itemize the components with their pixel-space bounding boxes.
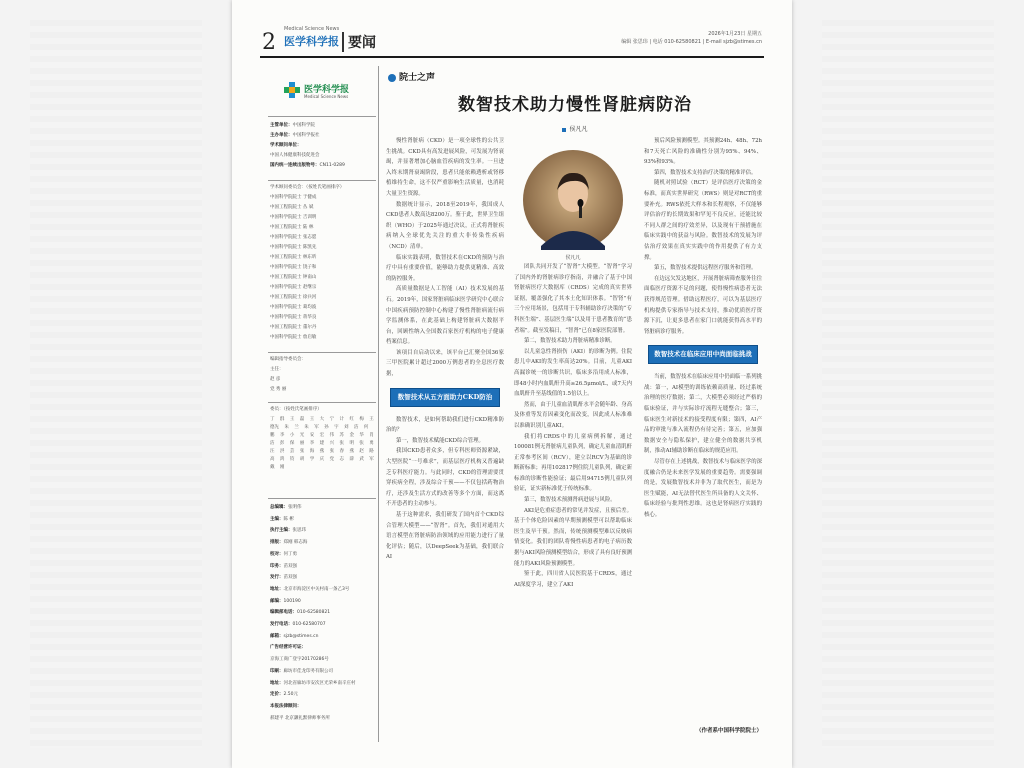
paragraph: 我国CKD患者众多，但专科医师资源紧缺，大型医院“一号难求”，而基层医疗机构又普遍缺乏专科医疗能力。与此同时，CKD的管理需要贯穿疾病全程，涉及综合干预——不仅包括药物治疗，还涉及生活方式的改善等多个方面，而这离不开患者的主动参与。: [386, 448, 504, 508]
advisor-name: 中国工程院院士 徐兵河: [270, 295, 317, 300]
paragraph: 第五，数智技术提供远程医疗服务和管理。: [654, 265, 757, 272]
editorial-line: 党 秀 丽: [270, 387, 287, 392]
info-value: 苗双强: [283, 563, 297, 569]
paragraph: 高质量数据是人工智能（AI）技术发展的基石。2019年，国家肾脏病临床医学研究中心联合中国疾病预防控制中心构建了慢性肾脏病流行病学监测体系，在此基础上构建肾脏病大数据平台，回顾性纳入全国数百家医疗机构的电子健康档案信息。: [386, 286, 504, 346]
info-label: 执行主编：: [270, 528, 293, 534]
page-number: 2: [262, 30, 276, 55]
logo-text: 医学科学报: [304, 85, 350, 95]
paragraph: 第三，数智技术预测肾病进展与风险。: [524, 497, 616, 504]
paragraph: 团队共同开发了“智肾”大模型。“智肾”学习了国内外的肾脏病诊疗指南，并融合了基于中国肾脏病医疗大数据库（CRDS）完成的真实世界证据，覆盖强化了其本土化知识体系。“智肾”有三个应用场景，包括用于专科辅助诊疗决策的“专科医生端”、基层医生端“以及用于患者教育的“患者端”。截至发稿日，“智肾”已在8家医院部署。: [514, 264, 632, 334]
info-label: 总编辑：: [270, 505, 288, 510]
left-background: [0, 0, 232, 768]
info-value: 中国人体健康科技促进会: [270, 153, 320, 158]
masthead-english: Medical Science News: [284, 26, 340, 32]
photo-caption: 侯凡凡: [565, 255, 581, 261]
info-line: [270, 162, 345, 168]
info-value: 郑刚 韩志海: [283, 540, 308, 546]
info-value: CN11-0289: [319, 163, 345, 168]
paragraph: 然而，由于儿童血清肌酐水平会随年龄、身高及体重等发育因素变化而改变，因此成人标准难以准确识别儿童AKI。: [514, 401, 632, 429]
info-line: [270, 644, 306, 650]
info-label: 邮箱：: [270, 633, 284, 639]
bullet-icon: [388, 74, 396, 82]
divider: [268, 180, 376, 181]
info-value: 中国科学报社: [292, 133, 320, 138]
text-column-3: [644, 136, 762, 736]
advisor-name: 中国工程院院士 丛 斌: [270, 205, 314, 210]
right-background: [792, 0, 1024, 768]
info-line: [270, 703, 302, 709]
paragraph: 以儿童急性肾损伤（AKI）的诊断为例。住院患儿中AKI的发生率高达20%。目前，儿童AKI高漏诊统一的诊断共识，临床多沿用成人标准，即48小时内血肌酐升高≥26.5μmol/L，或7天内血肌酐升至基线值的1.5倍以上。: [514, 348, 632, 398]
info-line: [270, 563, 297, 569]
info-line: [270, 680, 356, 686]
info-line: [270, 715, 330, 721]
info-value: 郝建平 北京灏礼默律师事务所: [270, 715, 330, 721]
info-label: 发行：: [270, 575, 284, 581]
column-2-paragraphs: [514, 262, 632, 590]
byline-marker-icon: [562, 128, 566, 132]
paragraph: AKI是危重症患者的常见并发症，且预后差。基于个体危险因素的早期预测模型可以帮助临床医生及早干预。然而，传统预测模型难以反映病情变化。我们的团队将慢性病患者的电子病历数据与AKI风险预测模型结合，形成了具有良好预测能力的AKI风险预测模型。: [514, 507, 632, 567]
article: [382, 66, 768, 742]
editorial-heading: 编辑指导委员会：: [270, 357, 306, 362]
page-header: [232, 0, 792, 60]
info-line: [270, 152, 320, 158]
paragraph: 慢性肾脏病（CKD）是一项全球性的公共卫生挑战。CKD具有高发进展风险，可发展为肾衰竭，并显著增加心脑血管疾病的发生率。一旦进入终末期肾衰竭阶段，患者只能依赖透析或肾移植维持生命，这不仅严重影响生活质量，也消耗大量卫生资源。: [386, 138, 504, 197]
column-tag: [388, 70, 435, 83]
advisor-name: 中国科学院院士 詹启敏: [270, 335, 317, 340]
advisors-heading: 学术顾问委员会：（按姓氏笔画排序）: [270, 185, 345, 190]
info-value: 中国科学院: [292, 123, 315, 128]
paragraph: 数智技术，是如何帮助我们进行CKD精准防治的？: [386, 416, 504, 434]
issue-date: 2026年1月23日 星期五: [708, 31, 762, 37]
info-line: [270, 504, 302, 510]
paragraph: 预后风险预测模型。其预测24h、48h、72h和7天死亡风险的准确性分别为95%、94%、93%和93%。: [644, 138, 762, 166]
info-label: 本报法律顾问：: [270, 703, 302, 709]
info-label: 排版：: [270, 540, 284, 546]
advisor-name: 中国科学院院士 陈凯先: [270, 245, 317, 250]
paragraph: 基于这种需求，我们研发了国内首个CKD综合管理大模型——“智肾”。首先，我们对通用大语言模型在肾脏病防治领域的应用能力进行了量化评估；随后，以DeepSeek为基础，我们联合AI: [386, 512, 504, 561]
info-line: [270, 609, 330, 615]
info-value: 陈 彬: [283, 516, 294, 522]
info-line: [270, 142, 302, 148]
paragraph: 该项目自启动以来，该平台已汇聚全国36家三甲医院累计超过2000万例患者的全息医疗数据，: [386, 349, 504, 378]
info-value: 张明伟: [288, 505, 302, 510]
paragraph: 数据统计显示，2018至2019年，我国成人CKD患者人数高达8200万。鉴于此，世界卫生组织（WHO）于2025年通过决议，正式将肾脏疾病纳入全球优先关注的重大非传染性疾病（NCD）清单。: [386, 201, 504, 250]
info-value: 何丁勇: [283, 551, 297, 557]
info-label: 国内统一连续出版物号：: [270, 163, 320, 168]
paragraph: 第一，数智技术赋能CKD综合管理。: [396, 437, 484, 444]
divider: [268, 498, 376, 499]
info-label: 印刷：: [270, 668, 284, 674]
byline: [382, 124, 768, 133]
info-line: [270, 656, 329, 662]
info-value: 010-62580707: [292, 622, 326, 627]
info-label: 主编：: [270, 516, 284, 522]
info-line: [270, 668, 333, 674]
column-3-paragraphs: [644, 136, 762, 337]
text-column-1: [386, 136, 504, 736]
info-value: 苗双强: [283, 575, 297, 581]
info-label: 印务：: [270, 563, 284, 569]
info-label: 发行电话：: [270, 622, 293, 627]
info-line: [270, 691, 298, 697]
advisor-name: 中国工程院院士 林东昕: [270, 255, 317, 260]
header-separator: [342, 32, 344, 52]
info-label: 主办单位：: [270, 133, 293, 138]
paragraph: 我们将CRDS中的儿童病例拆解，通过100081例无肾脏病儿童队列，确定儿童血清肌酐正常参考区间（RCV），建立以RCV为基础的诊断新标准；再用102817例住院儿童队列，确定新标准的诊断性能验证；最后用94715例儿童队列验证，证实新标准优于传统标准。: [514, 433, 632, 493]
info-value: 张思玮: [292, 528, 306, 534]
editorial-line: 赵 彦: [270, 377, 281, 382]
info-line: [270, 539, 307, 545]
text-column-2: [514, 262, 632, 736]
info-label: 学术顾问单位：: [270, 143, 302, 148]
column-tag-label: 院士之声: [399, 73, 436, 83]
info-value: 北京市海淀区中关村南一条乙3号: [283, 586, 350, 592]
author-photo: [521, 146, 625, 254]
logo-english: Medical Science News: [304, 94, 349, 99]
paragraph: 随机对照试验（RCT）是评估医疗决策的金标准，而真实世界研究（RWS）则是对RCT的重要补充。RWS依托大样本和长程观察，不仅能够评估治疗的长期效果和罕见不良反应，还能比较不同人群之间的疗效差异，以及现有干预措施在临床实践中的获益与风险。数智技术的发展为评估治疗效果在真实实践中的作用提供了有力支撑。: [644, 180, 762, 261]
info-line: [270, 551, 297, 557]
info-value: 河北省廊坊市安次区光荣乡南辛庄村: [283, 680, 356, 686]
paragraph: 临床实践表明，数智技术在CKD的预防与治疗中具有重要价值，能够助力提供更精准、高效的防控服务。: [386, 254, 504, 282]
divider: [268, 402, 376, 403]
info-line: [270, 586, 349, 592]
info-label: 邮编：: [270, 598, 284, 604]
info-label: 定价：: [270, 692, 284, 698]
info-value: 100190: [283, 598, 301, 604]
info-value: 京海工商广登字20170286号: [270, 657, 329, 663]
info-value: 2.50元: [283, 692, 299, 698]
advisor-name: 中国工程院院士 钟南山: [270, 275, 317, 280]
paragraph: 在边远欠发达地区，开展肾脏病筛查服务往往面临医疗资源不足的问题，使得慢性病患者无法获得规范管理。借助远程医疗，可以为基层医疗机构提供专家指导与技术支持，推动优质医疗资源下沉，让更多患者在家门口就能获得高水平的肾脏病诊疗服务。: [644, 275, 762, 335]
header-rule: [260, 56, 764, 58]
paragraph: 鉴于此，四川省人民医院基于CRDS，通过AI深度学习，建立了AKI: [514, 571, 632, 588]
column-1-paragraphs: [386, 136, 504, 380]
info-line: [270, 527, 306, 533]
info-line: [270, 516, 294, 522]
info-value: sjzb@stimes.cn: [283, 633, 319, 639]
info-line: [270, 621, 326, 627]
info-label: 地址：: [270, 680, 284, 686]
advisor-name: 中国科学院院士 赵继宗: [270, 285, 317, 290]
paragraph: 当前，数智技术在临床应用中仍面临一系列挑战：第一，AI模型的训练依赖高质量、经过系统治理的医疗数据；第二，大模型必须经过严格的临床验证，并与实际诊疗流程无缝整合；第三，临床医生对新技术的接受程度有限；第四，AI产品的审批与准入流程仍有待完善；第五，应加强数据安全与隐私保护，建立健全的数据共享机制，推动AI辅助诊断在临床的规范应用。: [644, 374, 762, 455]
member-names: 丁 群 王 磊 王 大 宁 计 红 梅 王德先 朱 兰 朱 军 孙 宇 刘 洁 何 鹏 李 小 光 安 宏 伟 苏 金 华 肖 洁 彭 保 丽 李 建 兴 张 明 张 勇 汪 洪 芸 张 海 燕 张 春 燕 赵 路 高 鸿 钧 胡 学 庆 党 志 薛 武 军 戴 刚: [270, 417, 374, 470]
advisor-name: 中国工程院院士 董尔丹: [270, 325, 317, 330]
advisor-name: 中国科学院院士 张志愿: [270, 235, 317, 240]
editorial-line: 主任：: [270, 367, 284, 372]
info-line: [270, 633, 318, 639]
subhead-challenges: 数智技术在临床应用中尚面临挑战: [648, 345, 758, 364]
editor-info: 编辑 张思玮 | 电话 010-62580821 | E-mail sjzb@stimes.cn: [621, 39, 762, 45]
divider: [268, 116, 376, 117]
paragraph: 第四，数智技术支持治疗决策的精准评估。: [654, 169, 757, 176]
section-name: 要闻: [348, 35, 376, 51]
advisor-name: 中国科学院院士 蒋华良: [270, 315, 317, 320]
advisor-name: 中国工程院院士 陆 林: [270, 225, 314, 230]
advisor-name: 中国科学院院士 吉训明: [270, 215, 317, 220]
author-note: （作者系中国科学院院士）: [695, 728, 762, 734]
info-value: 010-62580821: [297, 610, 331, 616]
paper-logo: [284, 78, 364, 106]
subhead-five-aspects: 数智技术从五方面助力CKD防治: [390, 388, 500, 407]
info-column: [268, 66, 379, 742]
info-label: 广告经营许可证：: [270, 645, 306, 651]
members-heading: 委员：（按姓氏笔画排序）: [270, 407, 322, 412]
info-line: [270, 598, 301, 604]
newspaper-page: [232, 0, 792, 768]
info-line: [270, 574, 297, 580]
advisor-name: 中国科学院院士 于健成: [270, 195, 317, 200]
info-label: 主管单位：: [270, 123, 293, 128]
column-3b-paragraphs: [644, 372, 762, 520]
article-title: 数智技术助力慢性肾脏病防治: [458, 95, 692, 115]
info-label: 编辑部电话：: [270, 610, 297, 616]
divider: [268, 352, 376, 353]
paragraph: 尽管存在上述挑战，数智技术与临床医学的深度融合仍是未来医学发展的重要趋势。需要强调的是，发展数智技术并非为了取代医生，而是为医生赋能，AI无法替代医生所具备的人文关怀、临床经验与批判性思维。这也是肾病医疗实践的核心。: [644, 459, 762, 518]
paragraph: 第二，数智技术助力肾脏病精准诊断。: [524, 338, 616, 345]
masthead-small: 医学科学报: [284, 35, 339, 48]
author-name: 侯凡凡: [569, 126, 588, 133]
info-line: [270, 132, 320, 138]
advisor-name: 中国科学院院士 饶子和: [270, 265, 317, 270]
info-label: 校对：: [270, 551, 284, 557]
info-label: 地址：: [270, 586, 284, 592]
info-value: 廊坊市佳龙印务有限公司: [283, 668, 333, 674]
info-line: [270, 122, 315, 128]
logo-cross-icon: [284, 82, 300, 98]
header-meta: [621, 30, 762, 46]
advisor-name: 中国科学院院士 葛均波: [270, 305, 317, 310]
column-1b-paragraphs: [386, 415, 504, 563]
